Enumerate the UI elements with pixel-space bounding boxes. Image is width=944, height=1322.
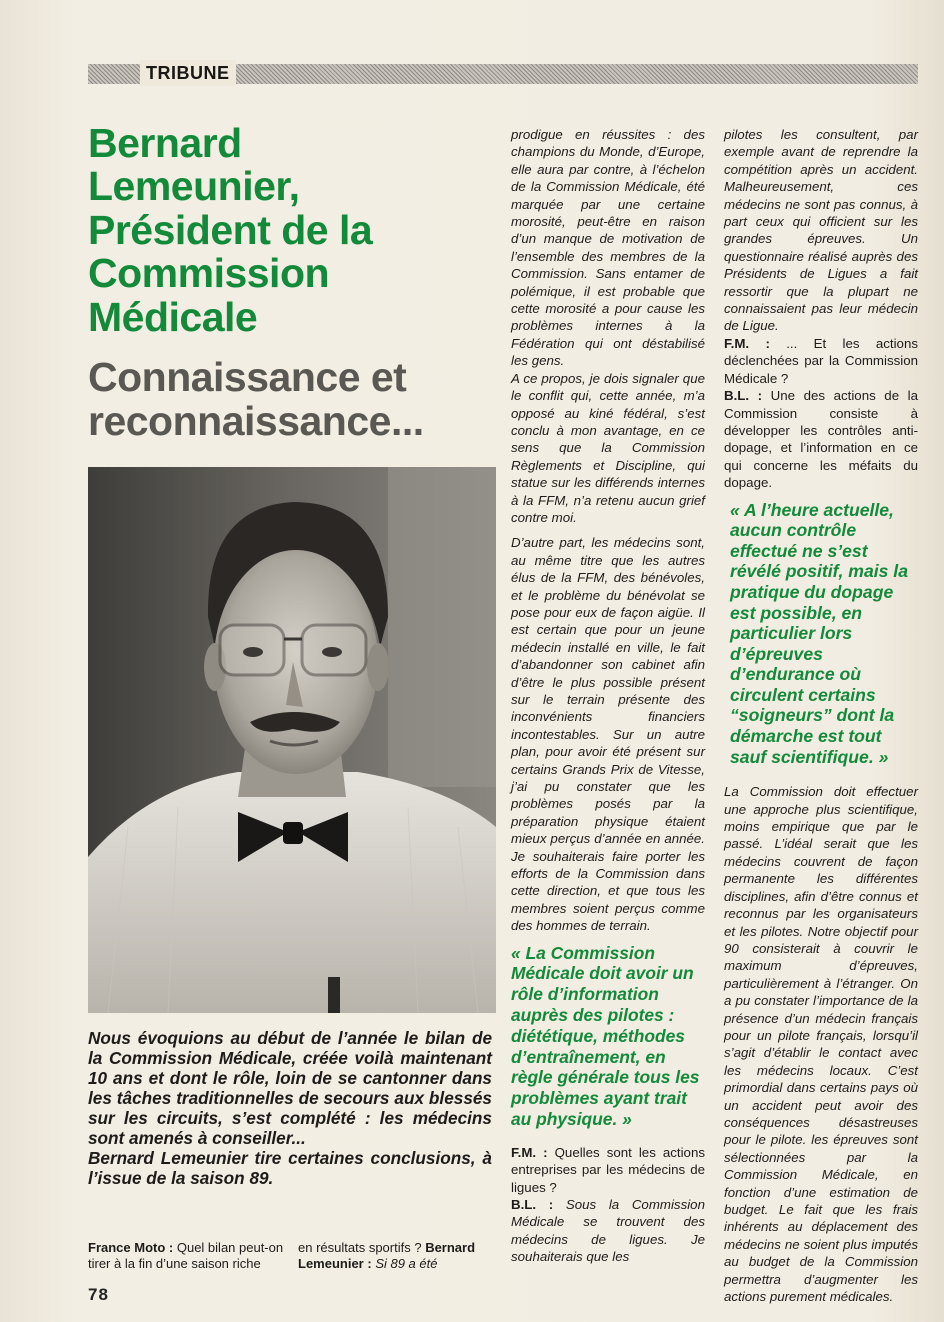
answer-text: Une des actions de la Commission consiste à développer les contrôles anti-dopage, et l’information en ce qui concerne les méfaits du dopage. xyxy=(724,388,918,491)
intro-paragraph: Nous évoquions au début de l’année le bilan de la Commission Médicale, créée voilà maintenant 10 ans et dont le rôle, loin de se cantonner dans les tâches traditionnelles de secours aux blessés sur les circuits, s’est complété : les médecins sont amenés à conseiller... xyxy=(88,1028,492,1148)
paragraph: pilotes les consultent, par exemple avant de reprendre la compétition après un accident. Malheureusement, ces médecins ne sont pas connus, à part ceux qui officient sur les grandes épreuves. Un questionnaire réalisé auprès des Présidents de Ligues a fait ressortir que la plupart ne connaissaient pas leur médecin de Ligue. xyxy=(724,127,918,334)
section-label: TRIBUNE xyxy=(140,60,236,86)
subheadline-line: Connaissance et xyxy=(88,354,407,400)
paragraph: prodigue en réussites : des champions du Monde, d’Europe, elle aura par contre, à l’échelon de la Commission Médicale, été marquée par une certaine morosité, peut-être en raison d’un manque de motivation de l’ensemble des membres de la Commission. Sans entamer de polémique, il est probable que cette morosité a pour cause les problèmes internes à la Fédération qui ont déstabilisé les gens. xyxy=(511,127,705,369)
speaker-label: F.M. : xyxy=(724,335,770,351)
article-column-3 xyxy=(724,126,918,1313)
speaker-label: B.L. : xyxy=(724,388,763,404)
article-column-2 xyxy=(511,126,705,1274)
pull-quote: « La Commission Médicale doit avoir un rôle d’information auprès des pilotes : diététique, méthodes d’entraînement, en règle générale tous les problèmes ayant trait au physique. » xyxy=(511,942,700,1130)
paragraph: A ce propos, je dois signaler que le conflit qui, cette année, m’a opposé au kiné fédéral, s’est conclu à mon avantage, en ce sens que la Commission Règlements et Discipline, qui statue sur les différends internes à la FFM, n’a retenu aucun grief contre moi. xyxy=(511,370,705,525)
portrait-photo xyxy=(88,467,496,1013)
question-text: ... Et les actions déclenchées par la Commission Médicale ? xyxy=(724,335,918,386)
question xyxy=(724,335,918,387)
question-text: en résultats sportifs ? xyxy=(298,1240,422,1255)
answer xyxy=(511,1196,705,1266)
question xyxy=(511,1144,705,1196)
headline xyxy=(88,122,508,339)
answer-text: Sous la Commission Médicale se trouvent des médecins de ligues. Je souhaiterais que les xyxy=(511,1197,705,1265)
subheadline xyxy=(88,356,508,444)
qa-question-left xyxy=(88,1240,284,1272)
headline-line: Médicale xyxy=(88,293,258,340)
answer xyxy=(724,387,918,491)
intro-paragraph: Bernard Lemeunier tire certaines conclusions, à l’issue de la saison 89. xyxy=(88,1148,492,1188)
speaker-label: Bernard Lemeunier : xyxy=(298,1240,476,1271)
qa-answer-right xyxy=(298,1240,498,1272)
headline-line: Bernard xyxy=(88,120,242,166)
subheadline-line: reconnaissance... xyxy=(88,397,424,444)
speaker-label: B.L. : xyxy=(511,1197,554,1213)
page-number: 78 xyxy=(88,1285,109,1304)
question-text: Quel bilan peut-on tirer à la fin d’une saison riche xyxy=(88,1240,284,1271)
paragraph: D’autre part, les médecins sont, au même titre que les autres élus de la FFM, des bénévoles, et le problème du bénévolat se pose pour eux de façon aigüe. Il est certain que pour un jeune médecin installé en ville, le fait d’abandonner son cabinet afin d’être le plus possible présent sur le terrain présente des inconvénients financiers incontestables. Sur un autre plan, pour avoir été présent sur certains Grands Prix de Vitesse, j’ai pu constater que les problèmes posés par la préparation physique étaient mieux perçus d’année en année. Je souhaiterais faire porter les efforts de la Commission dans cette direction, et que tous les membres soient perçus comme des hommes de terrain. xyxy=(511,535,705,934)
headline-line: Lemeunier, xyxy=(88,163,300,210)
intro-text xyxy=(88,1028,492,1188)
paragraph: La Commission doit effectuer une approche plus scientifique, moins empirique que par le passé. L’idéal serait que les médecins couvrent de façon permanente les différentes disciplines, afin d’être connus et reconnus par les organisateurs et les pilotes. Notre objectif pour 90 consisterait à couvrir le maximum d’épreuves, particulièrement à l’étranger. On a pu constater l’importance de la présence d’un médecin français pour un pilote français, lorsqu’il s’agit d’établir le contact avec les médecins locaux. C’est primordial dans certains pays où un accident peut avoir des conséquences désastreuses pour le pilote. les épreuves sont sélectionnées par la Commission Médicale, en fonction d’une estimation de budget. Le fait que les frais inhérents au déplacement des médecins ne soient plus imputés au budget de la Commission permettra d’augmenter les actions purement médicales. xyxy=(724,784,918,1305)
pull-quote: « A l’heure actuelle, aucun contrôle effectué ne s’est révélé positif, mais la pratique du dopage est possible, en particulier lors d’épreuves d’endurance où circulent certains “soigneurs” dont la démarche est tout sauf scientifique. » xyxy=(730,499,908,767)
answer-text: Si 89 a été xyxy=(375,1256,438,1271)
speaker-label: F.M. : xyxy=(511,1144,548,1160)
headline-line: Commission xyxy=(88,250,330,297)
speaker-label: France Moto : xyxy=(88,1240,174,1255)
headline-line: Président de la xyxy=(88,206,373,253)
question-text: Quelles sont les actions entreprises par les médecins de ligues ? xyxy=(511,1144,705,1195)
